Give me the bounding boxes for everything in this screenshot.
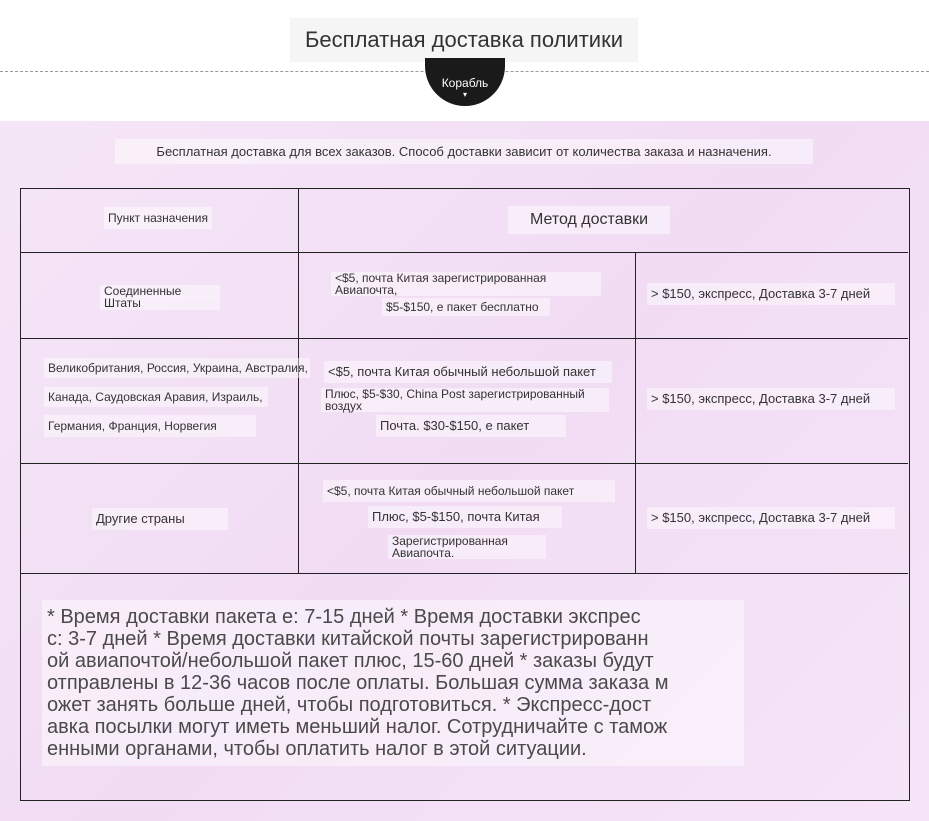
row3-express: > $150, экспресс, Доставка 3-7 дней — [647, 507, 895, 529]
table-hline — [20, 252, 908, 253]
row3-method-line1: <$5, почта Китая обычный небольшой пакет — [323, 480, 615, 502]
row2-destination-line2: Канада, Саудовская Аравия, Израиль, — [44, 387, 268, 407]
intro-text: Бесплатная доставка для всех заказов. Способ доставки зависит от количества заказа и назначения. — [115, 139, 813, 164]
ship-tab-label: Корабль — [441, 76, 489, 90]
row1-destination-line1: Соединенные — [100, 285, 220, 298]
row1-method-line3: $5-$150, е пакет бесплатно — [382, 298, 550, 316]
row2-destination-line3: Германия, Франция, Норвегия — [44, 415, 256, 437]
row1-method-line1: <$5, почта Китая зарегистрированная — [331, 272, 601, 284]
row1-destination-line2: Штаты — [100, 297, 220, 310]
row2-method-line3: воздух — [321, 400, 609, 412]
row2-method-line4: Почта. $30-$150, е пакет — [376, 415, 566, 437]
page-title: Бесплатная доставка политики — [290, 18, 638, 62]
table-vline — [635, 252, 636, 573]
row2-express: > $150, экспресс, Доставка 3-7 дней — [647, 388, 895, 410]
table-hline — [20, 573, 908, 574]
table-vline — [298, 188, 299, 573]
row1-express: > $150, экспресс, Доставка 3-7 дней — [647, 283, 895, 305]
row2-method-line2: Плюс, $5-$30, China Post зарегистрированный — [321, 388, 609, 400]
note-line: авка посылки могут иметь меньший налог. Сотрудничайте с тамож — [47, 716, 668, 738]
row3-destination: Другие страны — [92, 508, 228, 530]
note-line: * Время доставки пакета е: 7-15 дней * Время доставки экспрес — [47, 606, 641, 628]
row1-method-line2: Авиапочта, — [331, 284, 601, 296]
note-line: ой авиапочтой/небольшой пакет плюс, 15-60 дней * заказы будут — [47, 650, 654, 672]
note-line: енными органами, чтобы оплатить налог в этой ситуации. — [47, 738, 587, 760]
row3-method-line3: Зарегистрированная — [388, 535, 546, 547]
shipping-note — [42, 600, 744, 766]
header-destination: Пункт назначения — [104, 207, 212, 229]
table-hline — [20, 338, 908, 339]
caret-down-icon: ▾ — [462, 90, 467, 99]
table-hline — [20, 463, 908, 464]
ship-tab[interactable] — [425, 58, 505, 106]
row3-method-line2: Плюс, $5-$150, почта Китая — [368, 506, 562, 528]
note-line: с: 3-7 дней * Время доставки китайской почты зарегистрированн — [47, 628, 649, 650]
note-line: отправлены в 12-36 часов после оплаты. Большая сумма заказа м — [47, 672, 669, 694]
note-line: ожет занять больше дней, чтобы подготовиться. * Экспресс-дост — [47, 694, 652, 716]
row2-destination-line1: Великобритания, Россия, Украина, Австралия, — [44, 358, 310, 378]
row2-method-line1: <$5, почта Китая обычный небольшой пакет — [324, 361, 612, 383]
header-method: Метод доставки — [508, 206, 670, 234]
row3-method-line4: Авиапочта. — [388, 547, 546, 559]
